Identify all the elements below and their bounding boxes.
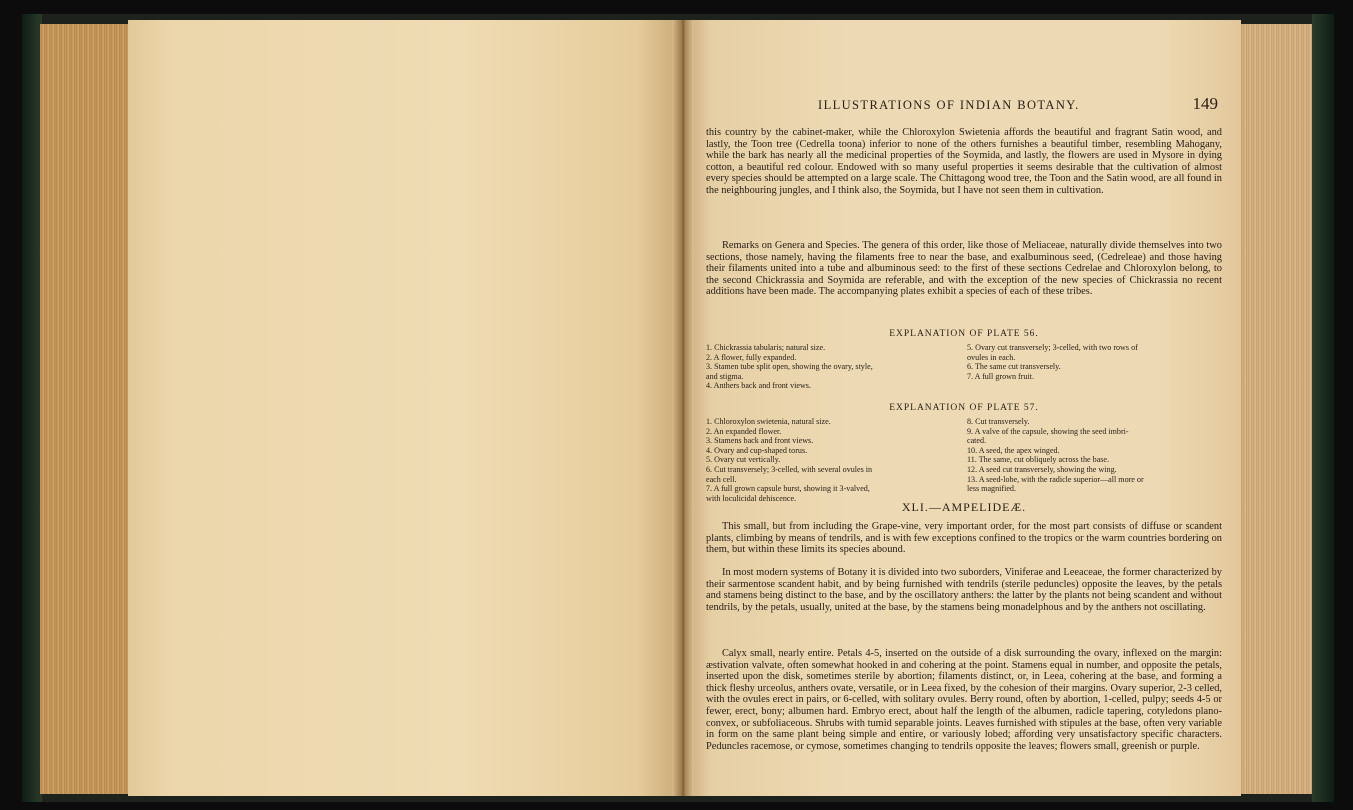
list-item: each cell. — [706, 474, 737, 484]
page-number: 149 — [1192, 94, 1218, 113]
book-gutter — [672, 20, 694, 796]
list-item: 2. An expanded flower. — [706, 426, 782, 436]
list-item: 7. A full grown fruit. — [967, 371, 1034, 381]
list-item: 10. A seed, the apex winged. — [967, 445, 1060, 455]
plate56-right-list — [967, 343, 1223, 381]
list-item: 3. Stamens back and front views. — [706, 436, 814, 446]
list-item: 4. Anthers back and front views. — [706, 381, 811, 391]
list-item: 5. Ovary cut transversely; 3-celled, with two rows of — [967, 343, 1138, 352]
paragraph-remarks: Remarks on Genera and Species. The genera of this order, like those of Meliaceae, naturally divide themselves into two sections, those namely, having the filaments free to near the base, and exalbuminous seed, (Cedreleae) and those having their filaments united into a tube and albuminous seed: to the first of these sections Cedrelae and Chloroxylon belong, to the second Chickrassia and Soymida are referable, and with the exception of the new species of Chickrassia no recent additions have been made. The accompanying plates exhibit a species of each of these tribes. — [706, 240, 1222, 298]
list-item: 12. A seed cut transversely, showing the wing. — [967, 464, 1117, 474]
left-page-blank — [128, 20, 681, 796]
list-item: ovules in each. — [967, 352, 1016, 362]
list-item: cated. — [967, 436, 987, 446]
page-edges-right — [1232, 24, 1312, 794]
list-item: 6. The same cut transversely. — [967, 362, 1061, 372]
list-item: 7. A full grown capsule burst, showing it 3-valved, — [706, 484, 870, 494]
list-item: 3. Stamen tube split open, showing the ovary, style, — [706, 362, 873, 372]
list-item: 1. Chloroxylon swietenia, natural size. — [706, 417, 831, 426]
paragraph-timber: this country by the cabinet-maker, while the Chloroxylon Swietenia affords the beautiful and fragrant Satin wood, and lastly, the Toon tree (Cedrella toona) inferior to none of the others furnishes a beautiful timber, resembling Mahogany, while the bark has nearly all the medicinal properties of the Soymida, and lastly, the flowers are used in Mysore in dying cotton, a beautiful red colour. Endowed with so many useful properties it seems desirable that the cultivation of almost every species should be attempted on a large scale. The Chittagong wood tree, the Toon and the Satin wood, are all found in the neighbouring jungles, and I think also, the Soymida, but I have not seen them in cultivation. — [706, 127, 1222, 196]
paragraph-ampelideae-intro: This small, but from including the Grape-vine, very important order, for the most part consists of diffuse or scandent plants, climbing by means of tendrils, and is with few exceptions confined to the tropics or the warm countries bordering on them, but within these limits its species abound. — [706, 521, 1222, 556]
page-edges-left — [40, 24, 135, 794]
list-item: 8. Cut transversely. — [967, 417, 1030, 426]
plate56-left-list — [706, 343, 958, 391]
plate57-left-list — [706, 417, 958, 503]
list-item: 11. The same, cut obliquely across the base. — [967, 455, 1110, 465]
list-item: 9. A valve of the capsule, showing the seed imbri- — [967, 426, 1129, 436]
plate57-heading: EXPLANATION OF PLATE 57. — [889, 403, 1039, 413]
cover-spine-right — [1312, 14, 1334, 802]
running-head — [700, 96, 1228, 116]
section-title: XLI.—AMPELIDEÆ. — [901, 500, 1027, 514]
list-item: 2. A flower, fully expanded. — [706, 352, 797, 362]
paragraph-characters: Calyx small, nearly entire. Petals 4-5, inserted on the outside of a disk surrounding the ovary, inflexed on the margin: æstivation valvate, often somewhat hooked in and cohering at the point. Stamens equal in number, and opposite the petals, inserted upon the disk, sometimes sterile by abortion; filaments distinct, or, in Leea, cohering at the base, and forming a thick fleshy urceolus, anthers ovate, versatile, or in Leea fixed, by the cohesion of their margins. Ovary superior, 2-3 celled, with the ovules erect in pairs, or 6-celled, with solitary ovules. Berry round, often by abortion, 1-celled, pulpy; seeds 4-5 or fewer, erect, bony; albumen hard. Embryo erect, about half the length of the albumen, radicle tapering, cotyledons plano-convex, or subfoliaceous. Shrubs with tumid separable joints. Leaves furnished with stipules at the base, often very variable in form on the same plant being simple and entire, or variously lobed; affording very unsatisfactory specific characters. Peduncles racemose, or cymose, sometimes changing to tendrils opposite the leaves; flowers small, greenish or purple. — [706, 648, 1222, 752]
list-item: 4. Ovary and cup-shaped torus. — [706, 445, 808, 455]
list-item: with loculicidal dehiscence. — [706, 493, 797, 503]
list-item: 6. Cut transversely; 3-celled, with several ovules in — [706, 464, 873, 474]
list-item: 1. Chickrassia tabularis; natural size. — [706, 343, 826, 352]
list-item: 13. A seed-lobe, with the radicle superior—all more or — [967, 474, 1144, 484]
running-title: ILLUSTRATIONS OF INDIAN BOTANY. — [818, 98, 1080, 112]
list-item: 5. Ovary cut vertically. — [706, 455, 781, 465]
plate57-right-list — [967, 417, 1223, 494]
cover-spine-left — [22, 14, 42, 802]
plate56-heading: EXPLANATION OF PLATE 56. — [889, 329, 1039, 339]
paragraph-suborders: In most modern systems of Botany it is divided into two suborders, Viniferae and Leeaceae, the former characterized by their sarmentose scandent habit, and by being furnished with tendrils (sterile peduncles) opposite the leaves, by the petals and stamens being distinct to the base, and by the oscillatory anthers: the latter by the plants not being scandent and without tendrils, by the petals, usually, united at the base, by the stamens being monadelphous and by the anthers not oscillating. — [706, 567, 1222, 613]
list-item: less magnified. — [967, 484, 1017, 494]
list-item: and stigma. — [706, 371, 744, 381]
